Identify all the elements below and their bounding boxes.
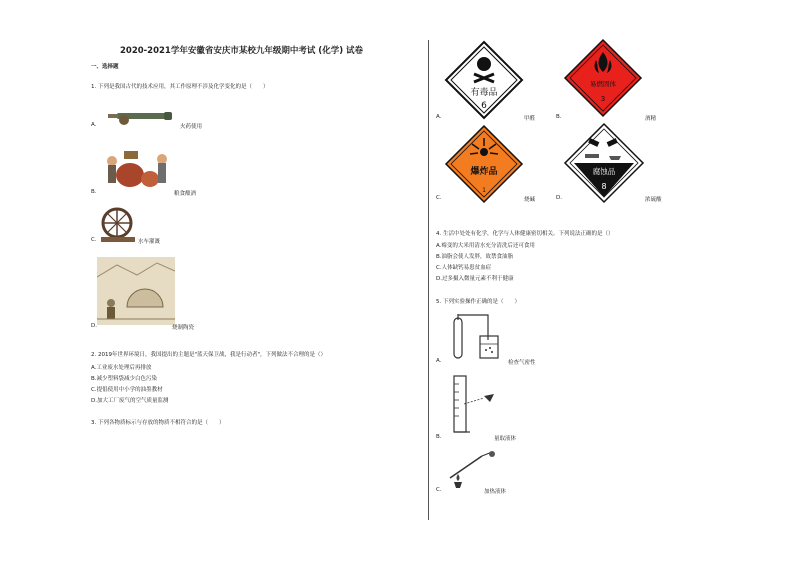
- q1-option-d-caption: 烧制陶瓷: [172, 325, 195, 331]
- flammable-label: 易燃固体: [590, 80, 616, 88]
- airtightness-check-image: [444, 312, 506, 364]
- question-5-stem: 5. 下列实验操作正确的是（ ）: [436, 299, 520, 305]
- q1-option-a-letter[interactable]: A.: [91, 122, 97, 128]
- explosive-label: 爆炸品: [470, 167, 498, 177]
- corrosive-label: 腐蚀品: [592, 167, 616, 176]
- q3-option-d-caption: 浓硫酸: [645, 197, 662, 203]
- q1-option-d-letter[interactable]: D.: [91, 323, 97, 329]
- q5-option-c-letter[interactable]: C.: [436, 487, 442, 493]
- q4-option-a[interactable]: A.霉变的大米用清水充分清洗后还可食用: [436, 243, 535, 249]
- q3-option-a-caption: 甲醛: [524, 116, 536, 122]
- q1-option-a-caption: 火药使用: [180, 124, 203, 130]
- cannon-image: [106, 106, 176, 126]
- q4-option-b[interactable]: B.油脂会使人发胖，故禁食油脂: [436, 254, 514, 260]
- q5-option-b-letter[interactable]: B.: [436, 434, 442, 440]
- measuring-cylinder-image: [444, 374, 504, 436]
- corrosive-number: 8: [601, 182, 607, 191]
- q1-option-c-caption: 水车灌溉: [138, 239, 161, 245]
- question-4-stem: 4. 生活中处处有化学，化学与人体健康密切相关。下列说法正确的是（）: [436, 231, 614, 237]
- q2-option-d[interactable]: D.加大工厂废气的空气质量监测: [91, 398, 169, 404]
- brewing-image: [100, 145, 175, 190]
- q2-option-a[interactable]: A.工业废水处理后再排放: [91, 365, 152, 371]
- q3-option-b-letter[interactable]: B.: [556, 114, 562, 120]
- pottery-kiln-image: [97, 257, 175, 325]
- corrosive-placard: [563, 122, 645, 204]
- section-heading: 一、选择题: [91, 64, 119, 70]
- toxic-placard: [444, 40, 524, 120]
- q5-option-b-caption: 量取液体: [494, 436, 517, 442]
- q1-option-c-letter[interactable]: C.: [91, 237, 97, 243]
- alcohol-lamp-icon: [454, 482, 462, 488]
- flammable-placard: [563, 38, 643, 118]
- heating-liquid-image: [440, 448, 500, 490]
- question-2-stem: 2. 2019年世界环境日，我国提出的主题是"蓝天保卫战，我是行动者"，下列做法不合理的是（）: [91, 352, 327, 358]
- question-3-stem: 3. 下列各物质标示与存放的物质不相符合的是（ ）: [91, 420, 225, 426]
- flammable-number: 3: [600, 95, 606, 103]
- q3-option-c-caption: 烧碱: [524, 197, 536, 203]
- q2-option-b[interactable]: B.减少塑料袋减少白色污染: [91, 376, 158, 382]
- explosive-placard: [444, 124, 524, 204]
- explosion-icon: [480, 148, 488, 156]
- column-divider: [428, 40, 429, 520]
- q5-option-a-caption: 检查气密性: [508, 360, 536, 366]
- toxic-number: 6: [481, 101, 487, 111]
- q5-option-c-caption: 加热液体: [484, 489, 507, 495]
- q3-option-d-letter[interactable]: D.: [556, 195, 562, 201]
- q3-option-a-letter[interactable]: A.: [436, 114, 442, 120]
- q4-option-c[interactable]: C.人体缺钙易患贫血症: [436, 265, 492, 271]
- q4-option-d[interactable]: D.过多摄入微量元素不利于健康: [436, 276, 514, 282]
- q2-option-c[interactable]: C.提倡使用中小学的油墨教材: [91, 387, 163, 393]
- eye-icon: [484, 394, 494, 402]
- q1-option-b-letter[interactable]: B.: [91, 189, 97, 195]
- question-1-stem: 1. 下列是我国古代的技术应用，其工作原理不涉及化学变化的是（ ）: [91, 84, 269, 90]
- waterwheel-image: [97, 205, 139, 243]
- skull-icon: [477, 57, 491, 71]
- q5-option-a-letter[interactable]: A.: [436, 358, 442, 364]
- q3-option-c-letter[interactable]: C.: [436, 195, 442, 201]
- q3-option-b-caption: 酒精: [645, 116, 657, 122]
- explosive-number: 1: [482, 187, 486, 194]
- page-title: 2020-2021学年安徽省安庆市某校九年级期中考试 (化学) 试卷: [120, 46, 364, 56]
- q1-option-b-caption: 粮食酿酒: [174, 191, 197, 197]
- toxic-label: 有毒品: [470, 88, 498, 98]
